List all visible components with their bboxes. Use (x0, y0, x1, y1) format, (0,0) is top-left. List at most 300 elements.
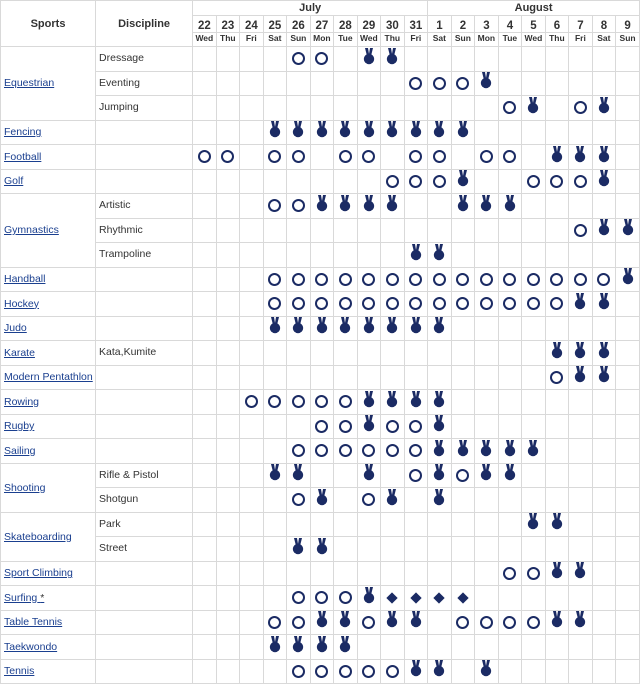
schedule-cell (334, 488, 358, 513)
schedule-cell (334, 243, 358, 268)
medal-icon (386, 391, 398, 413)
sport-link[interactable]: Judo (4, 322, 27, 335)
competition-circle-icon (433, 175, 446, 188)
schedule-cell (475, 635, 499, 660)
schedule-cell (287, 341, 311, 366)
schedule-cell (569, 71, 593, 96)
discipline-cell (96, 610, 193, 635)
sport-link[interactable]: Gymnastics (4, 224, 59, 237)
day-number: 28 (334, 16, 358, 33)
schedule-cell (592, 561, 616, 586)
medal-icon (622, 219, 634, 241)
competition-circle-icon (456, 469, 469, 482)
schedule-cell (310, 561, 334, 586)
day-name: Mon (475, 33, 499, 47)
schedule-cell (287, 561, 311, 586)
schedule-cell (263, 488, 287, 513)
schedule-cell (498, 586, 522, 611)
schedule-cell (310, 120, 334, 145)
medal-icon (269, 636, 281, 658)
competition-circle-icon (315, 591, 328, 604)
schedule-cell (216, 47, 240, 72)
schedule-cell (475, 586, 499, 611)
medal-icon (292, 636, 304, 658)
schedule-cell (428, 390, 452, 415)
schedule-cell (451, 512, 475, 537)
schedule-cell (545, 218, 569, 243)
schedule-cell (240, 488, 264, 513)
schedule-cell (334, 267, 358, 292)
medal-icon (292, 317, 304, 339)
sport-name-cell (1, 512, 96, 561)
competition-circle-icon (292, 591, 305, 604)
competition-circle-icon (550, 297, 563, 310)
month-header: July (193, 1, 428, 16)
sport-link[interactable]: Modern Pentathlon (4, 371, 93, 384)
schedule-cell (216, 194, 240, 219)
schedule-cell (357, 439, 381, 464)
schedule-cell (240, 561, 264, 586)
sport-link[interactable]: Taekwondo (4, 640, 58, 653)
schedule-cell (193, 120, 217, 145)
schedule-cell (428, 512, 452, 537)
competition-circle-icon (268, 297, 281, 310)
schedule-cell (475, 267, 499, 292)
competition-circle-icon (315, 444, 328, 457)
schedule-cell (616, 145, 640, 170)
schedule-cell (381, 71, 405, 96)
schedule-cell (616, 120, 640, 145)
schedule-cell (193, 610, 217, 635)
schedule-cell (193, 218, 217, 243)
schedule-cell (592, 71, 616, 96)
schedule-cell (404, 96, 428, 121)
schedule-cell (475, 610, 499, 635)
schedule-cell (475, 243, 499, 268)
schedule-cell (428, 414, 452, 439)
competition-circle-icon (198, 150, 211, 163)
competition-circle-icon (503, 616, 516, 629)
schedule-cell (263, 635, 287, 660)
schedule-cell (569, 610, 593, 635)
schedule-cell (428, 561, 452, 586)
schedule-cell (216, 169, 240, 194)
schedule-cell (240, 218, 264, 243)
schedule-cell (498, 659, 522, 684)
schedule-cell (616, 169, 640, 194)
discipline-cell (96, 586, 193, 611)
schedule-cell (522, 488, 546, 513)
sport-name-cell (1, 316, 96, 341)
schedule-cell (475, 169, 499, 194)
competition-circle-icon (527, 175, 540, 188)
table-row (1, 243, 640, 268)
schedule-cell (263, 145, 287, 170)
sport-name-cell (1, 341, 96, 366)
schedule-cell (569, 365, 593, 390)
schedule-cell (569, 341, 593, 366)
schedule-cell (616, 243, 640, 268)
competition-circle-icon (409, 469, 422, 482)
sport-link[interactable]: Rugby (4, 420, 35, 433)
schedule-cell (287, 47, 311, 72)
medal-icon (527, 97, 539, 119)
sport-name-cell (1, 659, 96, 684)
table-row (1, 659, 640, 684)
medal-icon (433, 464, 445, 486)
schedule-cell (498, 96, 522, 121)
medal-icon (386, 195, 398, 217)
discipline-cell (96, 365, 193, 390)
table-row (1, 341, 640, 366)
sport-link[interactable]: Golf (4, 175, 24, 188)
day-name: Fri (569, 33, 593, 47)
schedule-cell (310, 463, 334, 488)
schedule-cell (381, 365, 405, 390)
schedule-cell (334, 292, 358, 317)
schedule-cell (310, 292, 334, 317)
schedule-cell (545, 537, 569, 562)
schedule-cell (263, 96, 287, 121)
discipline-cell (96, 145, 193, 170)
schedule-cell (357, 71, 381, 96)
schedule-cell (569, 243, 593, 268)
schedule-cell (616, 610, 640, 635)
competition-circle-icon (362, 493, 375, 506)
schedule-cell (545, 414, 569, 439)
day-name: Sun (616, 33, 640, 47)
schedule-cell (545, 659, 569, 684)
sport-link[interactable]: Football (4, 150, 42, 163)
competition-circle-icon (527, 616, 540, 629)
schedule-cell (404, 47, 428, 72)
schedule-cell (216, 218, 240, 243)
competition-circle-icon (433, 150, 446, 163)
medal-icon (316, 317, 328, 339)
schedule-cell (357, 96, 381, 121)
competition-circle-icon (292, 52, 305, 65)
discipline-cell (96, 561, 193, 586)
schedule-cell (404, 512, 428, 537)
schedule-cell (381, 341, 405, 366)
sport-link[interactable]: Table Tennis (4, 616, 63, 629)
schedule-cell (616, 341, 640, 366)
competition-circle-icon (503, 273, 516, 286)
schedule-cell (569, 537, 593, 562)
schedule-cell (592, 169, 616, 194)
competition-circle-icon (339, 297, 352, 310)
schedule-cell (287, 586, 311, 611)
medal-icon (433, 440, 445, 462)
schedule-cell (263, 169, 287, 194)
medal-icon (504, 440, 516, 462)
schedule-cell (263, 71, 287, 96)
schedule-cell (404, 635, 428, 660)
medal-icon (551, 513, 563, 535)
medal-icon (339, 636, 351, 658)
schedule-cell (569, 96, 593, 121)
schedule-cell (475, 194, 499, 219)
schedule-cell (287, 243, 311, 268)
schedule-cell (381, 243, 405, 268)
schedule-cell (240, 96, 264, 121)
schedule-cell (334, 120, 358, 145)
schedule-cell (616, 71, 640, 96)
schedule-cell (451, 537, 475, 562)
medal-icon (598, 146, 610, 168)
sport-link[interactable]: Sailing (4, 444, 36, 457)
schedule-cell (616, 47, 640, 72)
schedule-cell (357, 194, 381, 219)
schedule-cell (334, 169, 358, 194)
discipline-cell (96, 292, 193, 317)
schedule-cell (498, 635, 522, 660)
schedule-cell (216, 537, 240, 562)
header-sports: Sports (1, 1, 96, 47)
schedule-cell (240, 267, 264, 292)
medal-icon (574, 611, 586, 633)
schedule-cell (616, 414, 640, 439)
schedule-cell (193, 586, 217, 611)
schedule-cell (263, 47, 287, 72)
schedule-cell (569, 316, 593, 341)
schedule-cell (310, 365, 334, 390)
sport-name-cell (1, 292, 96, 317)
schedule-cell (263, 243, 287, 268)
sport-link[interactable]: Shooting (4, 481, 46, 494)
sport-name-cell (1, 169, 96, 194)
competition-circle-icon (315, 665, 328, 678)
medal-icon (480, 195, 492, 217)
schedule-cell (569, 267, 593, 292)
sport-link[interactable]: Hockey (4, 297, 40, 310)
day-name: Wed (522, 33, 546, 47)
schedule-cell (334, 512, 358, 537)
schedule-cell (451, 243, 475, 268)
schedule-cell (193, 145, 217, 170)
schedule-cell (522, 145, 546, 170)
schedule-cell (193, 512, 217, 537)
schedule-cell (240, 586, 264, 611)
medal-icon (363, 195, 375, 217)
schedule-cell (569, 414, 593, 439)
sport-link[interactable]: Sport Climbing (4, 567, 73, 580)
schedule-cell (592, 512, 616, 537)
schedule-cell (522, 512, 546, 537)
day-name: Thu (216, 33, 240, 47)
schedule-cell (616, 463, 640, 488)
schedule-cell (592, 414, 616, 439)
medal-icon (457, 440, 469, 462)
schedule-cell (310, 341, 334, 366)
schedule-cell (428, 488, 452, 513)
schedule-cell (404, 488, 428, 513)
schedule-cell (592, 316, 616, 341)
schedule-cell (522, 659, 546, 684)
day-name: Thu (381, 33, 405, 47)
schedule-cell (498, 71, 522, 96)
schedule-cell (240, 120, 264, 145)
schedule-cell (287, 292, 311, 317)
schedule-cell (475, 659, 499, 684)
table-row (1, 145, 640, 170)
sport-link[interactable]: Skateboarding (4, 530, 72, 543)
medal-icon (269, 464, 281, 486)
schedule-cell (428, 292, 452, 317)
schedule-cell (404, 610, 428, 635)
schedule-cell (592, 659, 616, 684)
table-row (1, 635, 640, 660)
schedule-cell (592, 635, 616, 660)
schedule-cell (381, 145, 405, 170)
schedule-cell (357, 586, 381, 611)
sport-name-cell (1, 561, 96, 586)
competition-circle-icon (503, 567, 516, 580)
competition-circle-icon (362, 665, 375, 678)
schedule-cell (240, 145, 264, 170)
medal-icon (574, 293, 586, 315)
medal-icon (316, 195, 328, 217)
schedule-cell (310, 414, 334, 439)
medal-icon (386, 317, 398, 339)
competition-circle-icon (268, 616, 281, 629)
competition-circle-icon (574, 224, 587, 237)
medal-icon (386, 48, 398, 70)
sport-link[interactable]: Surfing (4, 591, 38, 604)
schedule-cell (381, 120, 405, 145)
schedule-cell (287, 194, 311, 219)
day-number: 29 (357, 16, 381, 33)
schedule-cell (404, 439, 428, 464)
competition-circle-icon (550, 175, 563, 188)
schedule-cell (475, 365, 499, 390)
schedule-cell (498, 47, 522, 72)
schedule-cell (334, 586, 358, 611)
schedule-cell (475, 120, 499, 145)
schedule-cell (451, 463, 475, 488)
competition-circle-icon (315, 273, 328, 286)
day-number: 30 (381, 16, 405, 33)
schedule-cell (451, 610, 475, 635)
schedule-cell (334, 635, 358, 660)
competition-circle-icon (409, 444, 422, 457)
schedule-cell (357, 463, 381, 488)
schedule-cell (216, 635, 240, 660)
schedule-cell (263, 267, 287, 292)
schedule-cell (451, 218, 475, 243)
table-row (1, 488, 640, 513)
schedule-cell (334, 365, 358, 390)
schedule-cell (569, 561, 593, 586)
schedule-cell (263, 365, 287, 390)
schedule-cell (193, 243, 217, 268)
schedule-cell (592, 365, 616, 390)
schedule-cell (357, 267, 381, 292)
schedule-cell (451, 316, 475, 341)
schedule-cell (451, 71, 475, 96)
schedule-cell (381, 169, 405, 194)
competition-circle-icon (503, 150, 516, 163)
medal-icon (527, 513, 539, 535)
sport-name-cell (1, 439, 96, 464)
discipline-cell (96, 439, 193, 464)
medal-icon (598, 219, 610, 241)
competition-circle-icon (480, 616, 493, 629)
schedule-cell (287, 439, 311, 464)
schedule-cell (428, 341, 452, 366)
schedule-cell (287, 635, 311, 660)
schedule-cell (545, 120, 569, 145)
medal-icon (433, 660, 445, 682)
schedule-cell (216, 365, 240, 390)
sport-link[interactable]: Handball (4, 273, 46, 286)
competition-circle-icon (339, 273, 352, 286)
sport-link[interactable]: Rowing (4, 395, 40, 408)
medal-icon (292, 538, 304, 560)
schedule-cell (263, 439, 287, 464)
sport-link[interactable]: Fencing (4, 126, 42, 139)
medal-icon (386, 121, 398, 143)
sport-name-cell (1, 267, 96, 292)
schedule-cell (498, 120, 522, 145)
discipline-cell (96, 316, 193, 341)
medal-icon (598, 97, 610, 119)
table-row (1, 512, 640, 537)
sport-link[interactable]: Tennis (4, 665, 35, 678)
schedule-cell (357, 145, 381, 170)
schedule-cell (545, 365, 569, 390)
schedule-cell (334, 414, 358, 439)
schedule-cell (498, 243, 522, 268)
schedule-cell (240, 243, 264, 268)
schedule-cell (475, 292, 499, 317)
table-row (1, 169, 640, 194)
sport-name-cell (1, 586, 96, 611)
schedule-cell (522, 537, 546, 562)
schedule-cell (240, 194, 264, 219)
competition-circle-icon (550, 273, 563, 286)
sport-link[interactable]: Karate (4, 346, 35, 359)
schedule-cell (592, 537, 616, 562)
day-number: 22 (193, 16, 217, 33)
schedule-cell (193, 390, 217, 415)
schedule-cell (498, 610, 522, 635)
schedule-cell (522, 71, 546, 96)
medal-icon (574, 146, 586, 168)
schedule-cell (216, 390, 240, 415)
medal-icon (551, 562, 563, 584)
schedule-cell (287, 71, 311, 96)
schedule-cell (522, 194, 546, 219)
schedule-cell (451, 120, 475, 145)
schedule-cell (522, 218, 546, 243)
schedule-cell (287, 463, 311, 488)
schedule-cell (545, 561, 569, 586)
schedule-cell (616, 267, 640, 292)
medal-icon (339, 121, 351, 143)
schedule-cell (592, 586, 616, 611)
schedule-cell (216, 267, 240, 292)
schedule-cell (498, 194, 522, 219)
schedule-cell (287, 365, 311, 390)
schedule-cell (287, 96, 311, 121)
sport-link[interactable]: Equestrian (4, 77, 55, 90)
medal-icon (551, 146, 563, 168)
schedule-cell (310, 71, 334, 96)
competition-circle-icon (292, 616, 305, 629)
schedule-cell (287, 537, 311, 562)
sport-name-cell (1, 365, 96, 390)
